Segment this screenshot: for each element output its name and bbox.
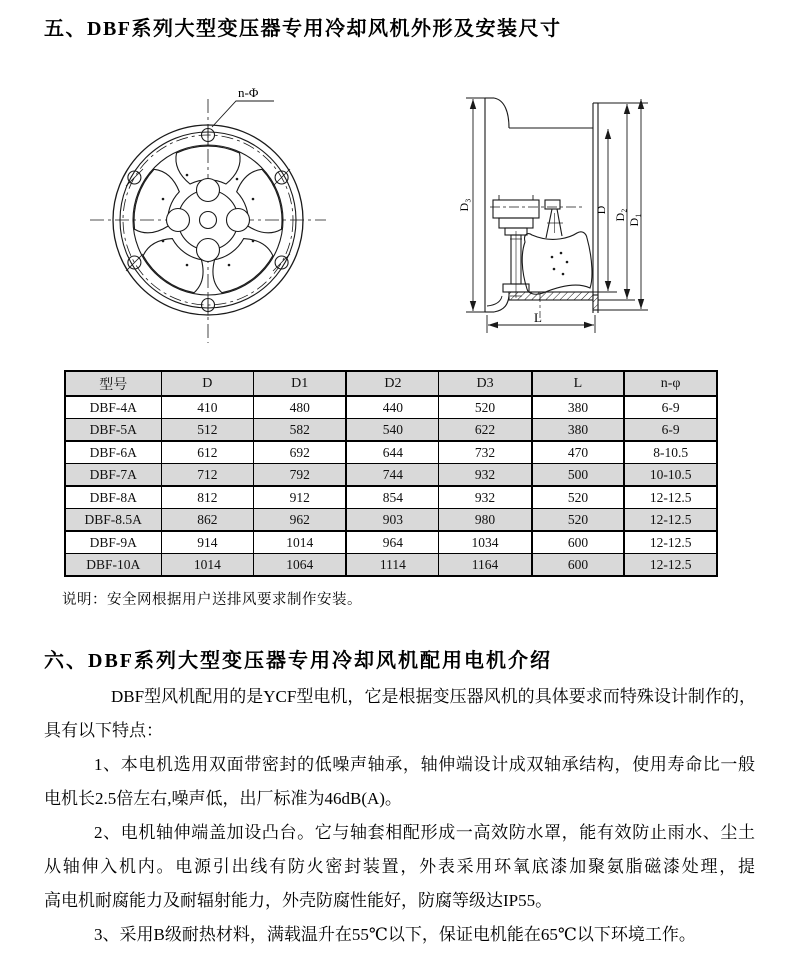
model-cell: DBF-8A — [65, 486, 161, 509]
model-cell: DBF-5A — [65, 419, 161, 442]
table-cell: 1064 — [254, 554, 347, 577]
table-row — [65, 486, 717, 509]
bolt-pattern-label: n-Φ — [238, 85, 259, 100]
table-row — [65, 554, 717, 577]
table-cell: 1034 — [439, 531, 532, 554]
table-cell: 712 — [161, 464, 254, 487]
table-cell: 520 — [532, 486, 625, 509]
table-cell: 732 — [439, 441, 532, 464]
table-cell: 12-12.5 — [624, 509, 717, 532]
table-cell: 540 — [346, 419, 439, 442]
body-text-line: 具有以下特点： — [44, 721, 163, 740]
col-header: D — [161, 371, 254, 396]
table-header-row — [65, 371, 717, 396]
table-cell: 622 — [439, 419, 532, 442]
fan-side-view-drawing — [435, 85, 705, 345]
col-header: D1 — [254, 371, 347, 396]
col-header: D3 — [439, 371, 532, 396]
table-cell: 932 — [439, 486, 532, 509]
section5-title: 五、DBF系列大型变压器专用冷却风机外形及安装尺寸 — [44, 18, 562, 40]
table-cell: 980 — [439, 509, 532, 532]
dim-label-l: L — [534, 310, 542, 325]
fan-front-view-drawing — [78, 75, 342, 345]
table-cell: 12-12.5 — [624, 554, 717, 577]
table-cell: 912 — [254, 486, 347, 509]
table-row — [65, 509, 717, 532]
table-cell: 792 — [254, 464, 347, 487]
table-cell: 962 — [254, 509, 347, 532]
table-cell: 1164 — [439, 554, 532, 577]
col-header: n-φ — [624, 371, 717, 396]
body-text-line: 1、本电机选用双面带密封的低噪声轴承，轴伸端设计成双轴承结构，使用寿命比一般 — [94, 755, 755, 774]
model-cell: DBF-4A — [65, 396, 161, 419]
body-text-line: 2、电机轴伸端盖加设凸台。它与轴套相配形成一高效防水罩，能有效防止雨水、尘土 — [94, 823, 755, 842]
table-cell: 644 — [346, 441, 439, 464]
model-cell: DBF-10A — [65, 554, 161, 577]
body-text-line: 从轴伸入机内。电源引出线有防火密封装置，外表采用环氧底漆加聚氨脂磁漆处理，提 — [44, 857, 755, 876]
col-header: 型号 — [65, 371, 161, 396]
table-cell: 10-10.5 — [624, 464, 717, 487]
table-cell: 1014 — [254, 531, 347, 554]
table-cell: 12-12.5 — [624, 531, 717, 554]
table-cell: 500 — [532, 464, 625, 487]
dim-label-d2: D₂ — [613, 208, 627, 222]
table-cell: 914 — [161, 531, 254, 554]
body-text-line: 电机长2.5倍左右,噪声低，出厂标准为46dB(A)。 — [44, 789, 402, 808]
table-cell: 6-9 — [624, 396, 717, 419]
table-cell: 6-9 — [624, 419, 717, 442]
col-header: L — [532, 371, 625, 396]
table-cell: 410 — [161, 396, 254, 419]
table-note: 说明：安全网根据用户送排风要求制作安装。 — [62, 592, 362, 608]
table-cell: 520 — [439, 396, 532, 419]
table-cell: 600 — [532, 554, 625, 577]
model-cell: DBF-6A — [65, 441, 161, 464]
dim-label-d1: D₁ — [627, 213, 641, 227]
dim-label-d: D — [594, 205, 608, 215]
table-cell: 854 — [346, 486, 439, 509]
table-cell: 440 — [346, 396, 439, 419]
dimensions-table — [64, 370, 718, 577]
bolt-label-leader — [212, 101, 274, 127]
table-row — [65, 531, 717, 554]
table-cell: 380 — [532, 419, 625, 442]
table-row — [65, 396, 717, 419]
model-cell: DBF-9A — [65, 531, 161, 554]
dim-label-d3: D₃ — [457, 198, 471, 212]
table-cell: 480 — [254, 396, 347, 419]
table-row — [65, 441, 717, 464]
table-cell: 8-10.5 — [624, 441, 717, 464]
table-cell: 964 — [346, 531, 439, 554]
model-cell: DBF-8.5A — [65, 509, 161, 532]
table-row — [65, 464, 717, 487]
motor-assembly — [490, 195, 585, 298]
table-cell: 380 — [532, 396, 625, 419]
model-cell: DBF-7A — [65, 464, 161, 487]
table-cell: 903 — [346, 509, 439, 532]
table-cell: 862 — [161, 509, 254, 532]
col-header: D2 — [346, 371, 439, 396]
table-cell: 744 — [346, 464, 439, 487]
table-cell: 612 — [161, 441, 254, 464]
body-text-line: DBF型风机配用的是YCF型电机，它是根据变压器风机的具体要求而特殊设计制作的， — [111, 687, 756, 706]
table-cell: 520 — [532, 509, 625, 532]
table-cell: 812 — [161, 486, 254, 509]
body-text-line: 3、采用B级耐热材料，满载温升在55℃以下，保证电机能在65℃以下环境工作。 — [94, 925, 696, 944]
table-cell: 600 — [532, 531, 625, 554]
table-cell: 470 — [532, 441, 625, 464]
table-cell: 582 — [254, 419, 347, 442]
table-cell: 932 — [439, 464, 532, 487]
table-cell: 692 — [254, 441, 347, 464]
table-cell: 1114 — [346, 554, 439, 577]
section6-title: 六、DBF系列大型变压器专用冷却风机配用电机介绍 — [44, 650, 552, 672]
table-row — [65, 419, 717, 442]
table-cell: 12-12.5 — [624, 486, 717, 509]
body-text-line: 高电机耐腐能力及耐辐射能力，外壳防腐性能好，防腐等级达IP55。 — [44, 891, 553, 910]
table-cell: 1014 — [161, 554, 254, 577]
table-cell: 512 — [161, 419, 254, 442]
